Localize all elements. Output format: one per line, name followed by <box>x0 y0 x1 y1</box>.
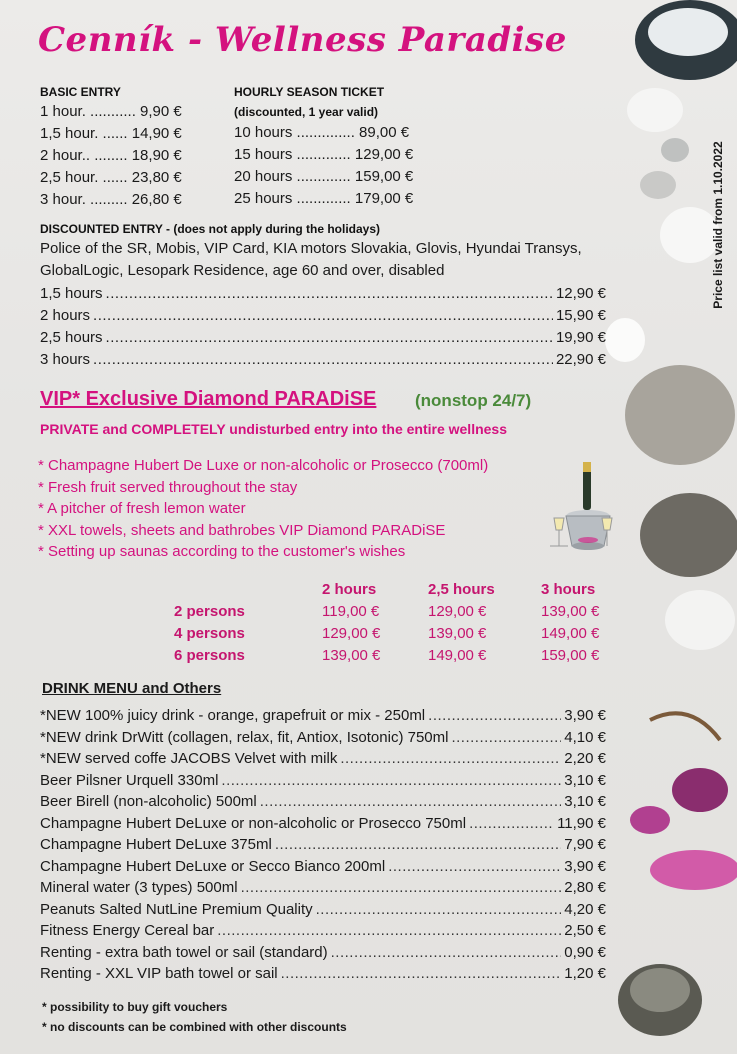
discounted-label: 1,5 hours <box>40 285 103 302</box>
basic-entry-row: 1 hour. ........... 9,90 € <box>40 103 182 120</box>
vip-title: VIP* Exclusive Diamond PARADiSE <box>40 388 377 410</box>
persons-label: 6 persons <box>174 646 245 664</box>
list-item <box>40 705 606 727</box>
persons-label: 4 persons <box>174 624 245 642</box>
season-ticket-list <box>234 122 413 210</box>
item-price: 11,90 € <box>557 814 606 832</box>
page-title: Cenník - Wellness Paradise <box>38 20 567 60</box>
discounted-eligibility-2: GlobalLogic, Lesopark Residence, age 60 and over, disabled <box>40 262 445 279</box>
item-label: Beer Pilsner Urquell 330ml <box>40 771 219 789</box>
item-price: 7,90 € <box>564 836 606 853</box>
discounted-price: 12,90 € <box>555 285 606 302</box>
list-item <box>40 770 606 792</box>
item-label: *NEW served coffe JACOBS Velvet with milk <box>40 750 338 767</box>
table-row <box>174 600 599 622</box>
season-ticket-row: 25 hours ............. 179,00 € <box>234 190 414 207</box>
basic-entry-row: 2 hour.. ........ 18,90 € <box>40 147 182 164</box>
price-cell: 129,00 € <box>322 624 381 642</box>
basic-entry-row: 1,5 hour. ...... 14,90 € <box>40 125 182 142</box>
list-item <box>40 877 606 899</box>
item-label: Champagne Hubert DeLuxe or non-alcoholic or Prosecco 750ml <box>40 814 467 832</box>
list-item <box>40 920 606 942</box>
discounted-row <box>40 349 606 371</box>
list-item <box>40 856 606 878</box>
discounted-heading: DISCOUNTED ENTRY - (does not apply during the holidays) <box>40 222 381 236</box>
discounted-eligibility-1: Police of the SR, Mobis, VIP Card, KIA motors Slovakia, Glovis, Hyundai Transys, <box>40 240 582 257</box>
season-ticket-heading: HOURLY SEASON TICKET <box>234 85 385 99</box>
item-label: Beer Birell (non-alcoholic) 500ml <box>40 793 257 810</box>
drink-menu-heading: DRINK MENU and Others <box>42 680 222 697</box>
item-label: Peanuts Salted NutLine Premium Quality <box>40 900 313 918</box>
table-corner <box>174 578 322 600</box>
basic-entry-row: 2,5 hour. ...... 23,80 € <box>40 169 182 186</box>
list-item <box>40 834 606 856</box>
item-price: 2,20 € <box>564 750 606 767</box>
champagne-bucket-icon <box>548 458 618 554</box>
vip-nonstop: (nonstop 24/7) <box>415 391 532 410</box>
item-label: *NEW drink DrWitt (collagen, relax, fit, Antiox, Isotonic) 750ml <box>40 728 449 746</box>
price-cell: 149,00 € <box>428 646 487 664</box>
item-price: 2,50 € <box>564 922 606 939</box>
vip-subtitle: PRIVATE and COMPLETELY undisturbed entry into the entire wellness <box>40 421 507 437</box>
vip-perk: * Setting up saunas according to the customer's wishes <box>38 543 406 560</box>
season-ticket-row: 10 hours .............. 89,00 € <box>234 124 410 141</box>
item-price: 3,10 € <box>564 771 606 789</box>
price-cell: 159,00 € <box>541 646 600 664</box>
persons-label: 2 persons <box>174 602 245 620</box>
item-label: Champagne Hubert DeLuxe or Secco Bianco 200ml <box>40 857 386 875</box>
item-price: 1,20 € <box>564 965 606 982</box>
discounted-row <box>40 283 606 305</box>
drink-menu-list <box>40 705 606 985</box>
vip-perk: * XXL towels, sheets and bathrobes VIP Diamond PARADiSE <box>38 521 446 539</box>
list-item <box>40 942 606 964</box>
vip-price-table <box>174 578 599 666</box>
item-label: *NEW 100% juicy drink - orange, grapefruit or mix - 250ml <box>40 707 426 724</box>
vip-perk: * Fresh fruit served throughout the stay <box>38 478 298 496</box>
validity-note: Price list valid from 1.10.2022 <box>711 141 725 309</box>
item-label: Renting - extra bath towel or sail (standard) <box>40 943 328 961</box>
list-item <box>40 791 606 813</box>
item-price: 3,10 € <box>564 793 606 810</box>
list-item <box>40 899 606 921</box>
duration-header: 2,5 hours <box>428 580 495 598</box>
discounted-price-list <box>40 283 606 371</box>
discounted-price: 15,90 € <box>555 307 606 324</box>
discounted-row <box>40 327 606 349</box>
basic-entry-row: 3 hour. ......... 26,80 € <box>40 191 182 208</box>
item-label: Champagne Hubert DeLuxe 375ml <box>40 836 272 853</box>
price-cell: 139,00 € <box>428 624 487 642</box>
vip-perk: * A pitcher of fresh lemon water <box>38 500 246 517</box>
item-label: Mineral water (3 types) 500ml <box>40 879 238 896</box>
duration-header: 2 hours <box>322 580 377 598</box>
table-row <box>174 622 599 644</box>
price-cell: 129,00 € <box>428 602 487 620</box>
footnote-discounts: * no discounts can be combined with other discounts <box>42 1020 347 1034</box>
list-item <box>40 963 606 985</box>
price-cell: 119,00 € <box>322 602 380 620</box>
season-ticket-row: 20 hours ............. 159,00 € <box>234 168 414 185</box>
season-ticket-subheading: (discounted, 1 year valid) <box>234 105 379 119</box>
duration-header: 3 hours <box>541 580 596 598</box>
item-label: Fitness Energy Cereal bar <box>40 922 215 939</box>
table-row <box>174 644 599 666</box>
item-price: 4,20 € <box>564 900 606 918</box>
item-price: 3,90 € <box>564 857 606 875</box>
item-price: 3,90 € <box>564 707 606 724</box>
discounted-label: 2,5 hours <box>40 329 103 346</box>
item-label: Renting - XXL VIP bath towel or sail <box>40 965 278 982</box>
item-price: 0,90 € <box>564 943 606 961</box>
discounted-price: 19,90 € <box>555 329 606 346</box>
basic-entry-list <box>40 101 182 211</box>
list-item <box>40 727 606 749</box>
season-ticket-row: 15 hours ............. 129,00 € <box>234 146 414 163</box>
vip-perk: * Champagne Hubert De Luxe or non-alcoholic or Prosecco (700ml) <box>38 457 489 474</box>
price-cell: 149,00 € <box>541 624 600 642</box>
discounted-label: 3 hours <box>40 351 91 368</box>
footnote-vouchers: * possibility to buy gift vouchers <box>42 1000 228 1014</box>
item-price: 4,10 € <box>564 728 606 746</box>
item-price: 2,80 € <box>564 879 606 896</box>
list-item <box>40 813 606 835</box>
discounted-row <box>40 305 606 327</box>
price-cell: 139,00 € <box>322 646 381 664</box>
list-item <box>40 748 606 770</box>
discounted-label: 2 hours <box>40 307 91 324</box>
vip-perks-list <box>38 455 488 563</box>
discounted-price: 22,90 € <box>555 351 606 368</box>
basic-entry-heading: BASIC ENTRY <box>40 85 121 99</box>
price-cell: 139,00 € <box>541 602 600 620</box>
